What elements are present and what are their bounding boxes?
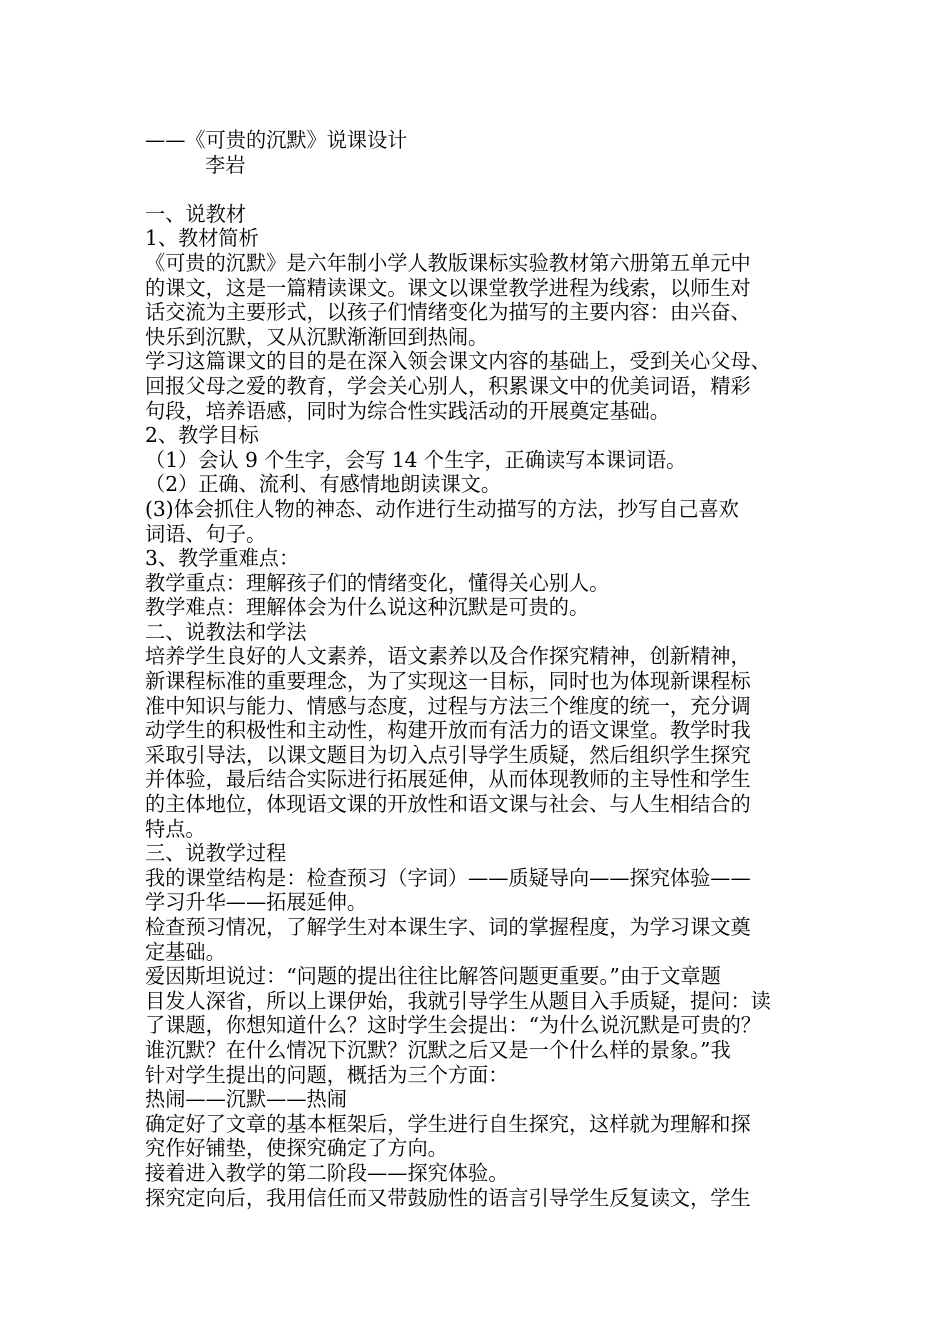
- blank-line: [145, 177, 817, 202]
- text-line: 快乐到沉默，又从沉默渐渐回到热闹。: [145, 324, 489, 349]
- text-line: 二、说教法和学法: [145, 619, 307, 644]
- text-line: 爱因斯坦说过：“问题的提出往往比解答问题更重要。”由于文章题: [145, 964, 721, 989]
- document-title: ——《可贵的沉默》说课设计: [145, 128, 408, 152]
- text-line: 3、教学重难点：: [145, 546, 300, 571]
- text-line: 采取引导法，以课文题目为切入点引导学生质疑，然后组织学生探究: [145, 742, 751, 767]
- text-line: 针对学生提出的问题，概括为三个方面：: [145, 1062, 509, 1087]
- text-line: 热闹——沉默——热闹: [145, 1087, 347, 1112]
- text-line: 三、说教学过程: [145, 841, 287, 866]
- text-line: 教学重点：理解孩子们的情绪变化，懂得关心别人。: [145, 570, 610, 595]
- text-line: 1、教材简析: [145, 226, 259, 251]
- text-line: 一、说教材: [145, 201, 246, 226]
- text-line: （1）会认 9 个生字，会写 14 个生字，正确读写本课词语。: [145, 447, 687, 472]
- text-line: 学习升华——拓展延伸。: [145, 890, 368, 915]
- text-line: 培养学生良好的人文素养，语文素养以及合作探究精神，创新精神，: [145, 644, 751, 669]
- text-line: 教学难点：理解体会为什么说这种沉默是可贵的。: [145, 595, 590, 620]
- text-line: 了课题，你想知道什么？这时学生会提出：“为什么说沉默是可贵的？: [145, 1013, 761, 1038]
- text-line: 学习这篇课文的目的是在深入领会课文内容的基础上，受到关心父母、: [145, 349, 771, 374]
- text-line: 我的课堂结构是：检查预习（字词）——质疑导向——探究体验——: [145, 865, 751, 890]
- document-body: [145, 202, 817, 1210]
- text-line: 句段，培养语感，同时为综合性实践活动的开展奠定基础。: [145, 398, 670, 423]
- text-line: 检查预习情况，了解学生对本课生字、词的掌握程度，为学习课文奠: [145, 915, 751, 939]
- text-line: 接着进入教学的第二阶段——探究体验。: [145, 1160, 509, 1185]
- text-line: 词语、句子。: [145, 521, 267, 546]
- text-line: 探究定向后，我用信任而又带鼓励性的语言引导学生反复读文，学生: [145, 1185, 751, 1210]
- text-line: 准中知识与能力、情感与态度，过程与方法三个维度的统一，充分调: [145, 693, 751, 718]
- text-line: 确定好了文章的基本框架后，学生进行自生探究，这样就为理解和探: [145, 1111, 751, 1136]
- text-line: 定基础。: [145, 939, 226, 964]
- text-line: 究作好铺垫，使探究确定了方向。: [145, 1136, 448, 1161]
- text-line: 谁沉默？在什么情况下沉默？沉默之后又是一个什么样的景象。”我: [145, 1037, 731, 1062]
- text-line: (3)体会抓住人物的神态、动作进行生动描写的方法，抄写自己喜欢: [145, 496, 739, 521]
- document-author: 李岩: [205, 152, 246, 177]
- text-line: 的主体地位，体现语文课的开放性和语文课与社会、与人生相结合的: [145, 792, 751, 817]
- text-line: （2）正确、流利、有感情地朗读课文。: [145, 472, 502, 497]
- text-line: 回报父母之爱的教育，学会关心别人，积累课文中的优美词语，精彩: [145, 373, 751, 398]
- text-line: 《可贵的沉默》是六年制小学人教版课标实验教材第六册第五单元中: [145, 250, 751, 275]
- text-line: 并体验，最后结合实际进行拓展延伸，从而体现教师的主导性和学生: [145, 767, 751, 792]
- text-line: 动学生的积极性和主动性，构建开放而有活力的语文课堂。教学时我: [145, 718, 751, 743]
- document-page: [145, 128, 817, 1210]
- text-line: 话交流为主要形式，以孩子们情绪变化为描写的主要内容：由兴奋、: [145, 300, 751, 325]
- text-line: 特点。: [145, 816, 206, 841]
- text-line: 新课程标准的重要理念，为了实现这一目标，同时也为体现新课程标: [145, 669, 751, 694]
- text-line: 的课文，这是一篇精读课文。课文以课堂教学进程为线索，以师生对: [145, 275, 751, 300]
- text-line: 2、教学目标: [145, 423, 259, 448]
- text-line: 目发人深省，所以上课伊始，我就引导学生从题目入手质疑，提问：读: [145, 988, 771, 1013]
